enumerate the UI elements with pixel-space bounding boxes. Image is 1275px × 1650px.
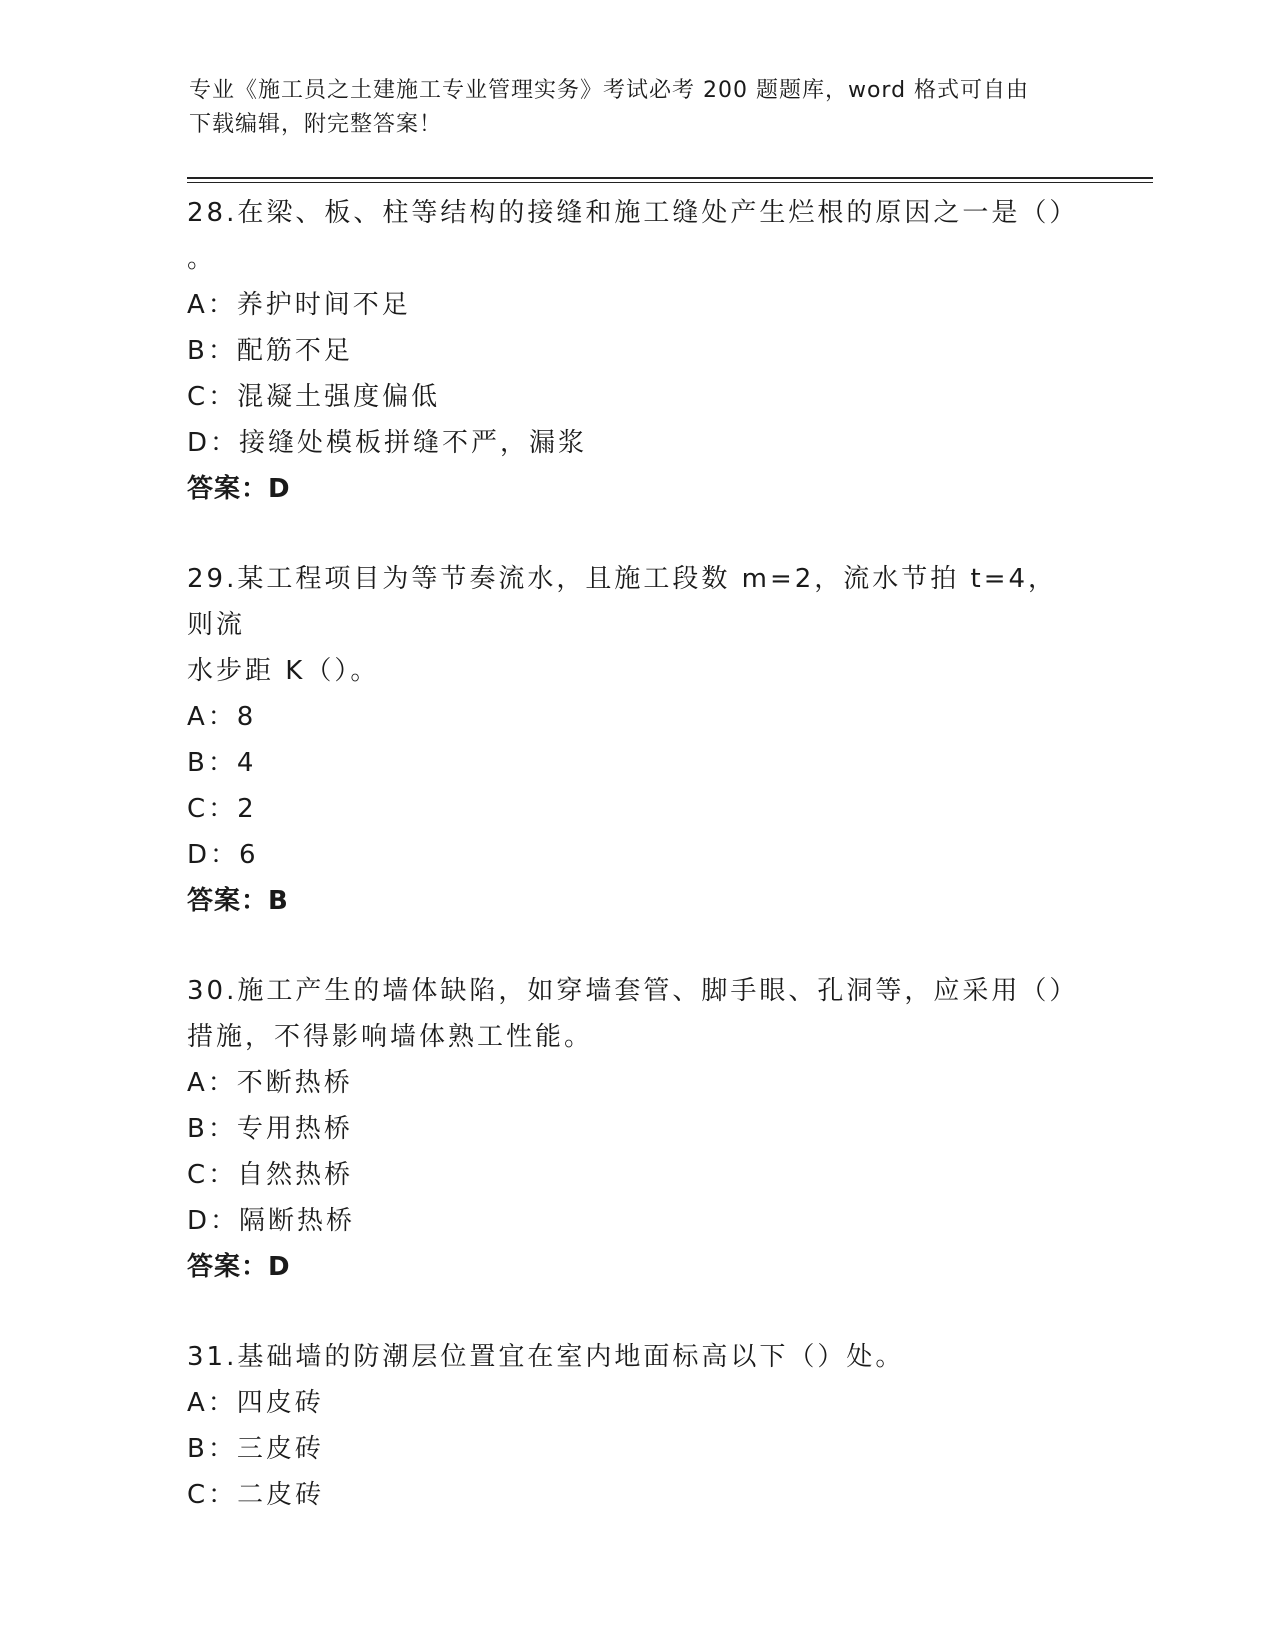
question-stem: 28.在梁、板、柱等结构的接缝和施工缝处产生烂根的原因之一是（） (187, 198, 1079, 228)
question-31 (187, 1334, 1067, 1518)
question-29 (187, 556, 1067, 924)
option-d: D：隔断热桥 (187, 1206, 356, 1236)
header-divider (187, 177, 1153, 179)
option-c: C：混凝土强度偏低 (187, 382, 441, 412)
question-30 (187, 968, 1079, 1290)
question-stem-cont: 。 (187, 244, 217, 274)
answer: 答案：D (187, 474, 291, 504)
answer: 答案：B (187, 886, 289, 916)
question-stem-cont: 水步距 K（）。 (187, 656, 380, 686)
option-a: A：四皮砖 (187, 1388, 324, 1418)
option-b: B：专用热桥 (187, 1114, 353, 1144)
question-stem-cont: 措施，不得影响墙体熟工性能。 (187, 1022, 594, 1052)
answer: 答案：D (187, 1252, 291, 1282)
header-divider-thin (187, 182, 1153, 183)
option-c: C：2 (187, 794, 257, 824)
header-line-2: 下载编辑，附完整答案！ (189, 112, 443, 137)
option-d: D：6 (187, 840, 259, 870)
question-list (187, 190, 1079, 1518)
question-28 (187, 190, 1079, 512)
option-b: B：4 (187, 748, 257, 778)
question-stem: 30.施工产生的墙体缺陷，如穿墙套管、脚手眼、孔洞等，应采用（） (187, 976, 1079, 1006)
option-c: C：二皮砖 (187, 1480, 325, 1510)
option-d: D：接缝处模板拼缝不严，漏浆 (187, 428, 588, 458)
option-b: B：配筋不足 (187, 336, 353, 366)
header-line-1: 专业《施工员之土建施工专业管理实务》考试必考 200 题题库，word 格式可自由 (189, 78, 1030, 103)
option-a: A：不断热桥 (187, 1068, 353, 1098)
document-header (189, 74, 1069, 142)
option-b: B：三皮砖 (187, 1434, 324, 1464)
option-a: A：8 (187, 702, 257, 732)
question-stem: 29.某工程项目为等节奏流水，且施工段数 m=2，流水节拍 t=4，则流 (187, 564, 1058, 640)
option-c: C：自然热桥 (187, 1160, 354, 1190)
question-stem: 31.基础墙的防潮层位置宜在室内地面标高以下（）处。 (187, 1342, 905, 1372)
option-a: A：养护时间不足 (187, 290, 411, 320)
